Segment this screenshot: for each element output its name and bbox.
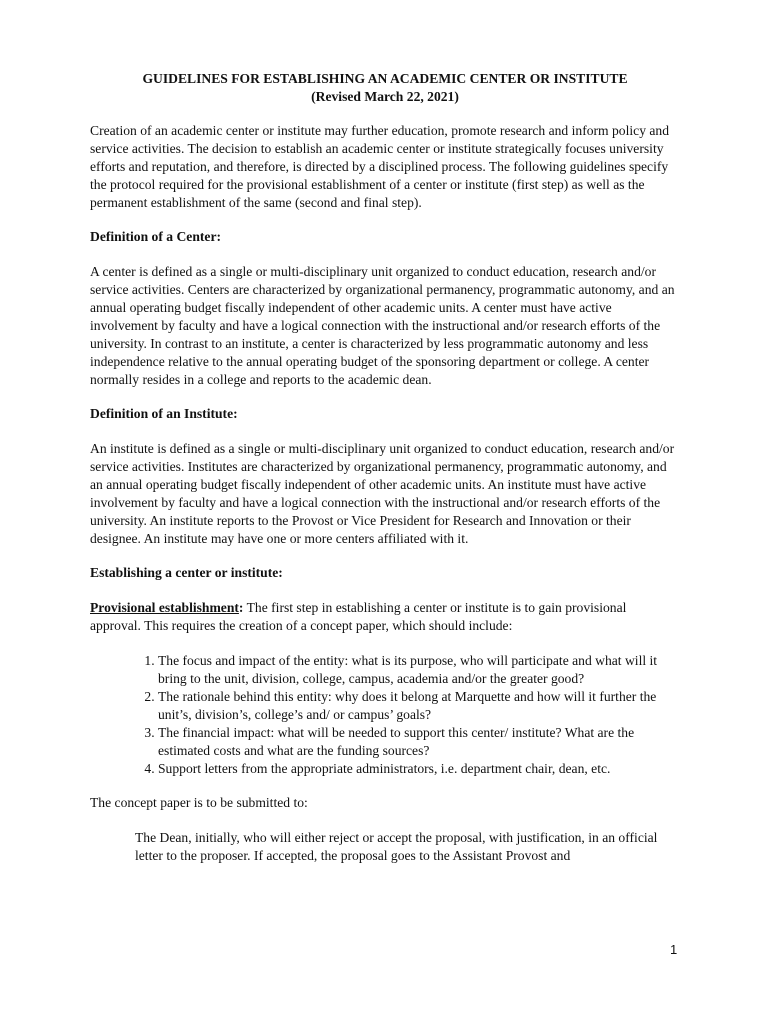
list-item: 2. The rationale behind this entity: why does it belong at Marquette and how will it further the unit’s, division’s, college’s and/ or campus’ goals? [158,688,680,724]
revision-date: (Revised March 22, 2021) [311,89,459,104]
page-number: 1 [670,942,678,957]
center-heading: Definition of a Center: [90,229,221,244]
list-item: 4. Support letters from the appropriate administrators, i.e. department chair, dean, etc. [158,760,680,778]
establishing-heading: Establishing a center or institute: [90,565,283,580]
concept-paper-list [90,652,680,778]
list-item: 3. The financial impact: what will be needed to support this center/ institute? What are the estimated costs and what are the funding sources? [158,724,680,760]
provisional-colon: : [238,600,244,615]
submit-intro: The concept paper is to be submitted to: [90,795,308,810]
institute-definition: An institute is defined as a single or multi-disciplinary unit organized to conduct education, research and/or service activities. Institutes are characterized by organizational permanency, programmatic autonomy, and an annual operating budget fiscally independent of other academic units. An institute must have active involvement by faculty and have a logical connection with the instructional and/or research efforts of the university. An institute reports to the Provost or Vice President for Research and Innovation or their designee. An institute may have one or more centers affiliated with it. [90,441,675,546]
provisional-paragraph [90,599,680,635]
document-title: GUIDELINES FOR ESTABLISHING AN ACADEMIC CENTER OR INSTITUTE [142,71,628,86]
provisional-label: Provisional establishment [90,600,239,615]
document-body [90,70,680,865]
list-item: 1. The focus and impact of the entity: what is its purpose, who will participate and what will it bring to the unit, division, college, campus, academia and/or the greater good? [158,652,680,688]
center-definition: A center is defined as a single or multi-disciplinary unit organized to conduct education, research and/or service activities. Centers are characterized by organizational permanency, programmatic autonomy, and an annual operating budget fiscally independent of other academic units. A center must have active involvement by faculty and have a logical connection with the instructional and/or research efforts of the university. In contrast to an institute, a center is characterized by less programmatic autonomy and less independence relative to the annual operating budget of the sponsoring department or college. A center normally resides in a college and reports to the academic dean. [90,264,675,387]
institute-heading: Definition of an Institute: [90,406,238,421]
dean-paragraph: The Dean, initially, who will either reject or accept the proposal, with justification, in an official letter to the proposer. If accepted, the proposal goes to the Assistant Provost and [135,830,658,863]
provisional-text: The first step in establishing a center or institute is to gain provisional approval. This requires the creation of a concept paper, which should include: [90,600,627,633]
intro-paragraph: Creation of an academic center or institute may further education, promote research and inform policy and service activities. The decision to establish an academic center or institute strategically focuses university efforts and reputation, and therefore, is directed by a disciplined process. The following guidelines specify the protocol required for the provisional establishment of a center or institute (first step) as well as the permanent establishment of the same (second and final step). [90,123,670,210]
